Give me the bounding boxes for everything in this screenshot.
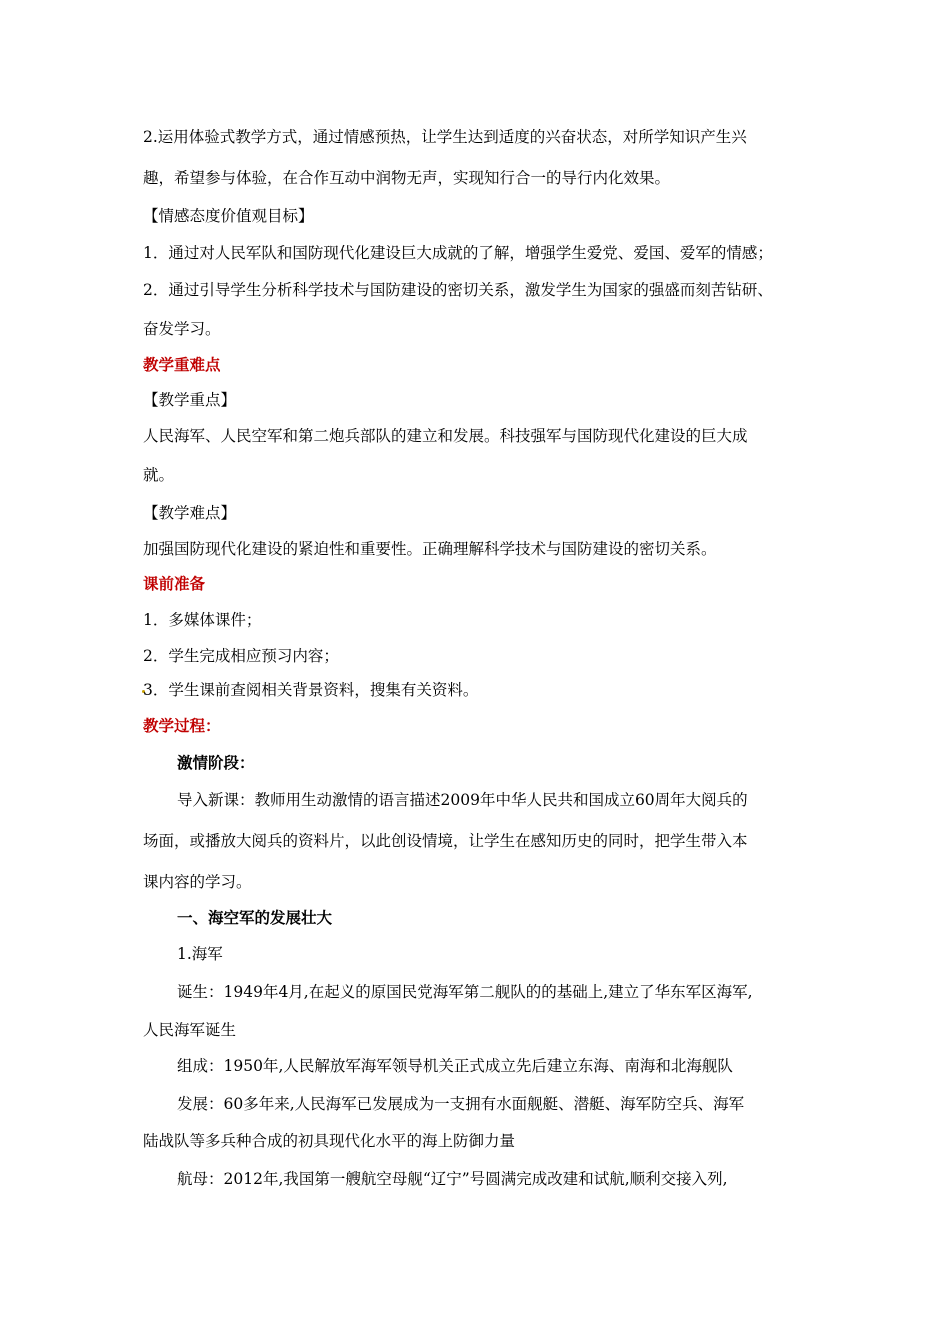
emotion-goal-header: 【情感态度价值观目标】 [143, 207, 314, 225]
navy-birth-line-2: 人民海军诞生 [143, 1021, 237, 1039]
navy-composition: 组成：1950年,人民解放军海军领导机关正式成立先后建立东海、南海和北海舰队 [177, 1057, 733, 1075]
navy-carrier: 航母：2012年,我国第一艘航空母舰“辽宁”号圆满完成改建和试航,顺利交接入列, [177, 1170, 728, 1188]
preparation-title: 课前准备 [143, 575, 206, 593]
intro-line-1: 导入新课：教师用生动激情的语言描述2009年中华人民共和国成立60周年大阅兵的 [177, 791, 748, 809]
focus-line-1: 人民海军、人民空军和第二炮兵部队的建立和发展。科技强军与国防现代化建设的巨大成 [143, 427, 748, 445]
goal-2-line-2: 趣，希望参与体验，在合作互动中润物无声，实现知行合一的导行内化效果。 [143, 169, 671, 187]
intro-line-2: 场面，或播放大阅兵的资料片，以此创设情境，让学生在感知历史的同时，把学生带入本 [143, 832, 748, 850]
navy-development-line-2: 陆战队等多兵种合成的初具现代化水平的海上防御力量 [143, 1132, 516, 1150]
navy-development-line-1: 发展：60多年来,人民海军已发展成为一支拥有水面舰艇、潜艇、海军防空兵、海军 [177, 1095, 745, 1113]
preparation-item-2: 2．学生完成相应预习内容； [143, 647, 339, 665]
key-points-title: 教学重难点 [143, 356, 221, 374]
stage-heading: 激情阶段： [177, 754, 255, 772]
difficulty-header: 【教学难点】 [143, 504, 237, 522]
difficulty-text: 加强国防现代化建设的紧迫性和重要性。正确理解科学技术与国防建设的密切关系。 [143, 540, 717, 558]
preparation-item-3: 3．学生课前查阅相关背景资料，搜集有关资料。 [143, 681, 479, 699]
section-1-heading: 一、海空军的发展壮大 [177, 909, 333, 927]
navy-birth-line-1: 诞生：1949年4月,在起义的原国民党海军第二舰队的的基础上,建立了华东军区海军, [177, 983, 753, 1001]
emotion-goal-2-line-2: 奋发学习。 [143, 320, 221, 338]
goal-2-line-1: 2.运用体验式教学方式，通过情感预热，让学生达到适度的兴奋状态，对所学知识产生兴 [143, 128, 747, 146]
intro-line-3: 课内容的学习。 [143, 873, 252, 891]
navy-label: 1.海军 [177, 945, 223, 963]
emotion-goal-1: 1．通过对人民军队和国防现代化建设巨大成就的了解，增强学生爱党、爱国、爱军的情感； [143, 244, 773, 262]
emotion-goal-2-line-1: 2．通过引导学生分析科学技术与国防建设的密切关系，激发学生为国家的强盛而刻苦钻研、 [143, 281, 773, 299]
preparation-item-1: 1．多媒体课件； [143, 611, 262, 629]
process-title: 教学过程： [143, 717, 221, 735]
focus-line-2: 就。 [143, 466, 175, 484]
focus-header: 【教学重点】 [143, 391, 237, 409]
